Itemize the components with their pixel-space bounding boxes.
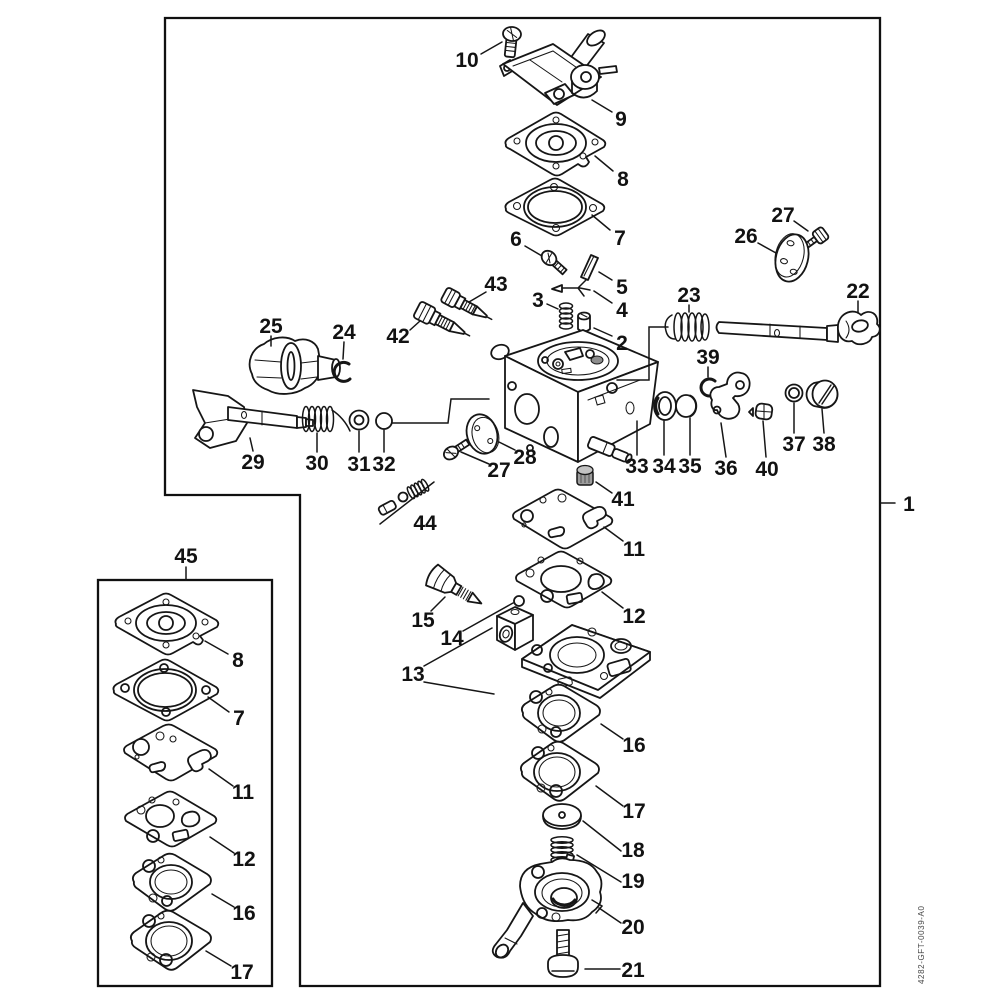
callout-22: 22 bbox=[846, 280, 870, 303]
part-21-screw bbox=[548, 930, 578, 977]
callout-14: 14 bbox=[440, 627, 464, 650]
callout-13: 13 bbox=[401, 663, 425, 686]
callout-9: 9 bbox=[615, 108, 627, 131]
callout-6: 6 bbox=[510, 228, 522, 251]
callout-1: 1 bbox=[903, 493, 915, 516]
part-5-pin bbox=[581, 255, 598, 280]
callout-25: 25 bbox=[259, 315, 283, 338]
callout-36: 36 bbox=[714, 457, 738, 480]
callout-20: 20 bbox=[621, 916, 645, 939]
callout-8: 8 bbox=[617, 168, 629, 191]
callout-41: 41 bbox=[611, 488, 635, 511]
callout-35: 35 bbox=[678, 455, 702, 478]
part-34-bearing-ring bbox=[654, 392, 676, 420]
part-25-choke-knob bbox=[250, 337, 340, 393]
callout-32: 32 bbox=[372, 453, 396, 476]
part-14-o-ring bbox=[514, 596, 524, 606]
part-30-choke-spring bbox=[303, 407, 351, 432]
callout-28: 28 bbox=[513, 446, 537, 469]
drawing-code: 4282-GFT-0039-A0 bbox=[917, 905, 926, 984]
callout-11: 11 bbox=[622, 538, 646, 561]
part-37-o-ring bbox=[786, 385, 803, 402]
callout-5: 5 bbox=[616, 276, 628, 299]
callout-37: 37 bbox=[782, 433, 806, 456]
part-3-spring bbox=[560, 303, 573, 329]
callout-4: 4 bbox=[616, 299, 628, 322]
callout-26: 26 bbox=[734, 225, 758, 248]
callout-7: 7 bbox=[614, 227, 626, 250]
part-38-cap bbox=[807, 381, 838, 409]
part-8-pump-diaphragm bbox=[505, 113, 605, 176]
part-29-choke-shaft bbox=[193, 390, 313, 448]
kit-part-12-gasket bbox=[125, 792, 216, 847]
part-23-throttle-spring bbox=[665, 313, 709, 341]
callout-2: 2 bbox=[616, 332, 628, 355]
callout-33: 33 bbox=[625, 455, 649, 478]
part-15-inlet-needle bbox=[424, 563, 488, 614]
part-10-screw bbox=[501, 26, 522, 58]
part-6-screw bbox=[539, 248, 569, 277]
part-35-sleeve bbox=[676, 395, 696, 417]
part-32-o-ring bbox=[376, 413, 392, 429]
part-4-inlet-needle bbox=[552, 280, 590, 296]
part-36-throttle-lever bbox=[710, 373, 749, 419]
callout-44: 44 bbox=[413, 512, 437, 535]
part-28-choke-plate bbox=[462, 410, 503, 457]
kit-part-11-plate bbox=[124, 725, 217, 781]
callout-15: 15 bbox=[411, 609, 435, 632]
callout-40: 40 bbox=[755, 458, 779, 481]
callout-3: 3 bbox=[532, 289, 544, 312]
callout-11-kit: 11 bbox=[231, 781, 255, 804]
callout-21: 21 bbox=[621, 959, 645, 982]
callout-12-kit: 12 bbox=[232, 848, 256, 871]
part-11-diaphragm-plate bbox=[513, 490, 612, 549]
callout-16-kit: 16 bbox=[232, 902, 256, 925]
callout-38: 38 bbox=[812, 433, 836, 456]
callout-7-kit: 7 bbox=[233, 707, 245, 730]
callout-17: 17 bbox=[622, 800, 646, 823]
callout-27-throttle: 27 bbox=[771, 204, 795, 227]
callout-16: 16 bbox=[622, 734, 646, 757]
callout-8-kit: 8 bbox=[232, 649, 244, 672]
callout-29: 29 bbox=[241, 451, 265, 474]
kit-part-7-gasket bbox=[113, 660, 218, 721]
part-2-plug-screw bbox=[578, 313, 590, 332]
callout-27-choke: 27 bbox=[487, 459, 511, 482]
callout-30: 30 bbox=[305, 452, 329, 475]
part-22-throttle-shaft bbox=[717, 312, 880, 345]
callout-45: 45 bbox=[174, 545, 198, 568]
part-27-choke-plate-screw bbox=[441, 437, 471, 462]
callout-39: 39 bbox=[696, 346, 720, 369]
part-31-washer bbox=[350, 411, 369, 430]
kit-part-16-gasket bbox=[133, 854, 211, 911]
callout-42: 42 bbox=[386, 325, 410, 348]
callout-23: 23 bbox=[677, 284, 701, 307]
part-41-plug bbox=[577, 466, 593, 486]
carburetor-body bbox=[489, 330, 658, 464]
kit-part-17-gasket bbox=[131, 911, 211, 970]
callout-34: 34 bbox=[652, 455, 676, 478]
callout-31: 31 bbox=[347, 453, 371, 476]
callout-18: 18 bbox=[621, 839, 645, 862]
part-18-diaphragm-cup bbox=[543, 804, 581, 829]
part-40-swivel-nut bbox=[749, 403, 773, 420]
callout-17-kit: 17 bbox=[230, 961, 254, 984]
part-26-throttle-plate bbox=[770, 231, 814, 286]
callout-12: 12 bbox=[622, 605, 646, 628]
callout-24: 24 bbox=[332, 321, 356, 344]
callout-19: 19 bbox=[621, 870, 645, 893]
callout-43: 43 bbox=[484, 273, 508, 296]
callout-10: 10 bbox=[455, 49, 479, 72]
kit-part-8-diaphragm bbox=[115, 594, 218, 655]
part-20-primer-base bbox=[493, 854, 602, 959]
part-7-pump-gasket bbox=[505, 179, 604, 236]
part-12-metering-gasket bbox=[516, 552, 611, 608]
part-17-gasket bbox=[521, 742, 599, 801]
